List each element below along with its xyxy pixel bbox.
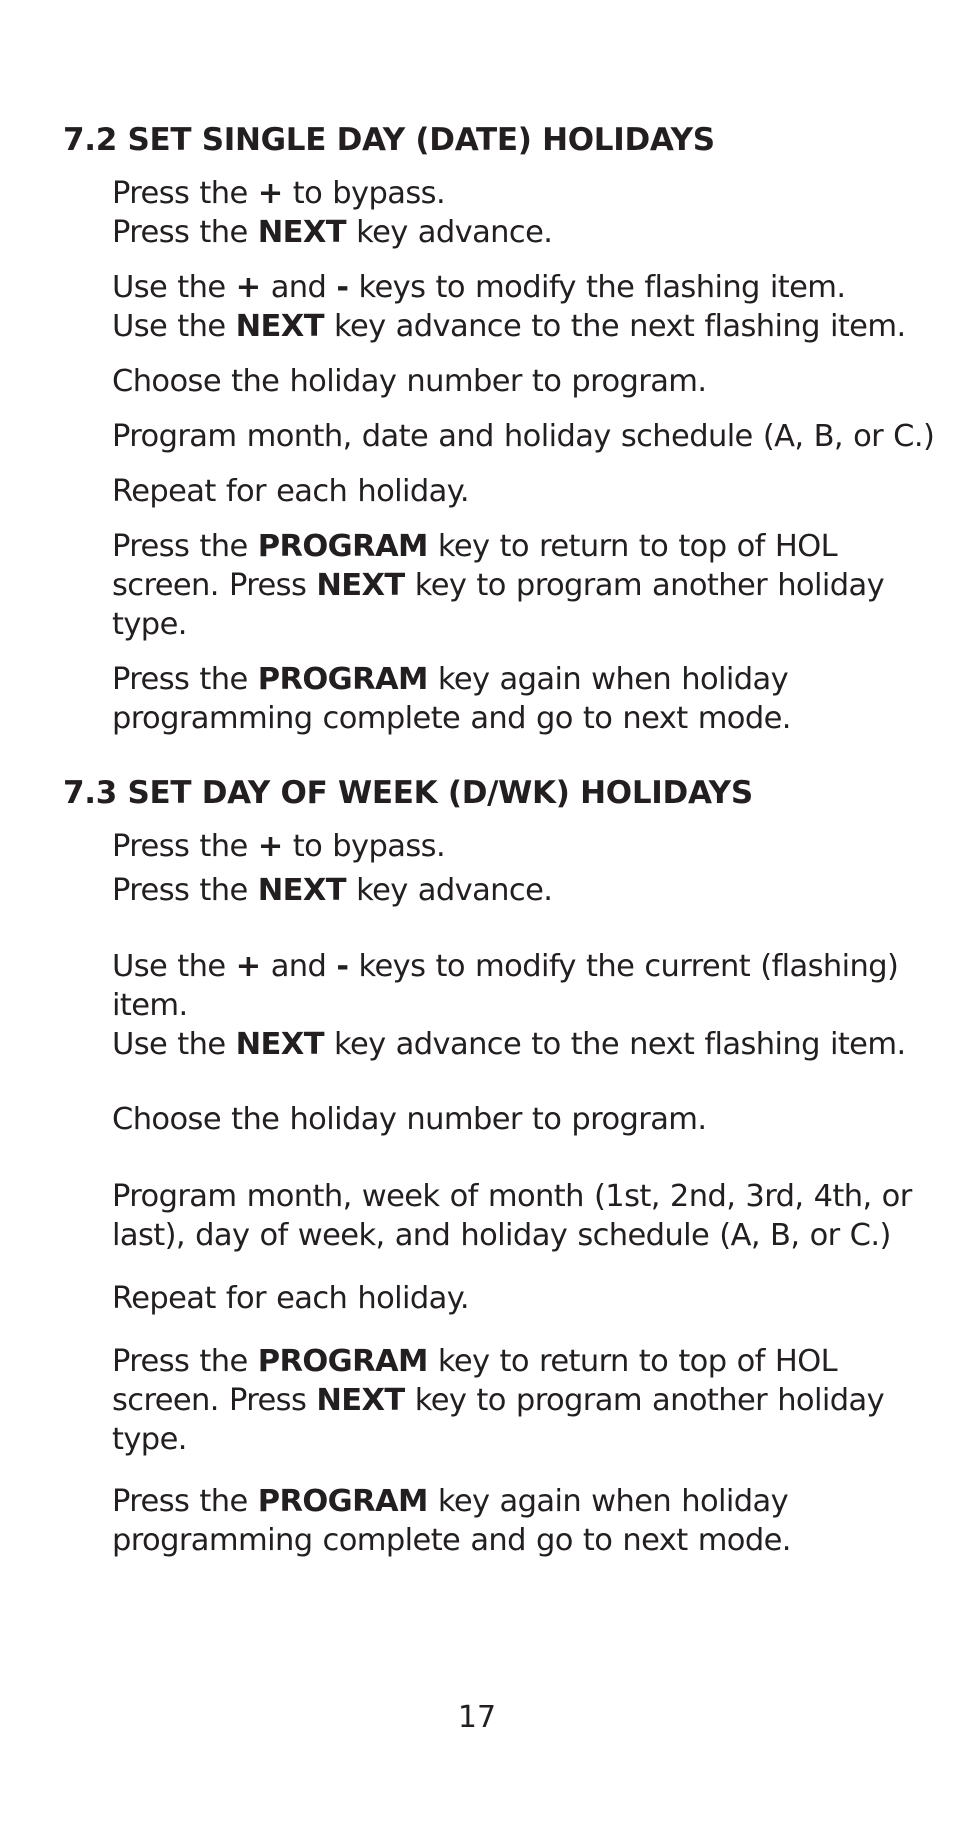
text-line: Use the NEXT key advance to the next flashing item. — [112, 1027, 906, 1062]
section-heading-7-2: 7.2 SET SINGLE DAY (DATE) HOLIDAYS — [63, 122, 715, 158]
text-line: Use the NEXT key advance to the next flashing item. — [112, 309, 906, 344]
text-line: screen. Press NEXT key to program another holiday — [112, 568, 885, 603]
paragraph-program-return: Press the PROGRAM key to return to top of HOL screen. Press NEXT key to program another holiday type. — [112, 527, 902, 644]
plus-key-label: + — [257, 176, 283, 211]
plus-key-label: + — [235, 270, 261, 305]
paragraph-next-advance — [112, 871, 902, 910]
section-heading-7-3: 7.3 SET DAY OF WEEK (D/WK) HOLIDAYS — [63, 775, 753, 811]
paragraph-program-date: Program month, date and holiday schedule (A, B, or C.) — [112, 419, 935, 454]
paragraph-program-week: Program month, week of month (1st, 2nd, 3rd, 4th, or last), day of week, and holiday schedule (A, B, or C.) — [112, 1179, 912, 1253]
text-line: Press the PROGRAM key to return to top of HOL — [112, 529, 838, 564]
next-key-label: NEXT — [316, 568, 405, 603]
paragraph-repeat: Repeat for each holiday. — [112, 474, 469, 509]
paragraph-program-complete: Press the PROGRAM key again when holiday programming complete and go to next mode. — [112, 1482, 902, 1560]
program-key-label: PROGRAM — [257, 662, 428, 697]
paragraph-repeat: Repeat for each holiday. — [112, 1281, 469, 1316]
paragraph-choose-holiday: Choose the holiday number to program. — [112, 1102, 707, 1137]
text-line: Press the NEXT key advance. — [112, 215, 553, 250]
text-line: Use the + and - keys to modify the current (flashing) — [112, 949, 899, 984]
minus-key-label: - — [336, 270, 349, 305]
page-number: 17 — [457, 1700, 497, 1735]
text-line: screen. Press NEXT key to program another holiday — [112, 1383, 885, 1418]
next-key-label: NEXT — [316, 1383, 405, 1418]
program-key-label: PROGRAM — [257, 529, 428, 564]
next-key-label: NEXT — [257, 215, 346, 250]
minus-key-label: - — [336, 949, 349, 984]
paragraph-program-complete: Press the PROGRAM key again when holiday programming complete and go to next mode. — [112, 660, 902, 738]
text-line: Press the PROGRAM key again when holiday — [112, 1484, 789, 1519]
paragraph-program-return: Press the PROGRAM key to return to top of HOL screen. Press NEXT key to program another holiday type. — [112, 1342, 902, 1459]
paragraph-choose-holiday: Choose the holiday number to program. — [112, 364, 707, 399]
next-key-label: NEXT — [257, 873, 346, 908]
text-line: Press the + to bypass. — [112, 176, 446, 211]
plus-key-label: + — [235, 949, 261, 984]
next-key-label: NEXT — [235, 309, 324, 344]
text-line: Press the NEXT key advance. — [112, 873, 553, 908]
program-key-label: PROGRAM — [257, 1484, 428, 1519]
text-line: Press the PROGRAM key again when holiday — [112, 662, 789, 697]
paragraph-modify-flashing — [112, 268, 906, 346]
paragraph-bypass-next — [112, 174, 902, 252]
text-line: Press the + to bypass. — [112, 829, 446, 864]
text-line: Press the PROGRAM key to return to top of HOL — [112, 1344, 838, 1379]
plus-key-label: + — [257, 829, 283, 864]
paragraph-bypass — [112, 827, 902, 866]
text-line: Use the + and - keys to modify the flashing item. — [112, 270, 846, 305]
next-key-label: NEXT — [235, 1027, 324, 1062]
program-key-label: PROGRAM — [257, 1344, 428, 1379]
paragraph-modify-current: Use the + and - keys to modify the current (flashing) item. Use the NEXT key advance to the next flashing item. — [112, 949, 906, 1062]
